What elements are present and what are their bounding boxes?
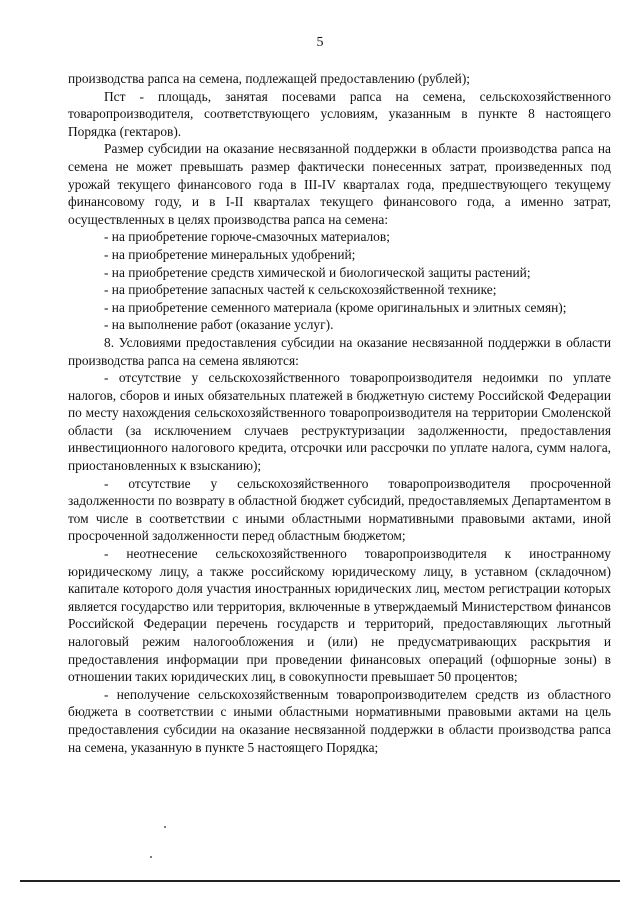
condition-not-foreign-entity: - неотнесение сельскохозяйственного товаропроизводителя к иностранному юридическому лицу, а также российскому юридическому лицу, в уставном (складочном) капитале которого доля участия иностранных юридических лиц, местом регистрации которых является государство или территория, включенные в утверждаемый Министерством финансов Российской Федерации перечень государств и территорий, предоставляющих льготный налоговый режим налогообложения и (или) не предусматривающих раскрытия и предоставления информации при проведении финансовых операций (офшорные зоны) в отношении таких юридических лиц, в совокупности превышает 50 процентов; xyxy=(68,546,611,685)
condition-no-other-funds: - неполучение сельскохозяйственным товаропроизводителем средств из областного бюджета в соответствии с иными областными нормативными правовыми актами на цель предоставления субсидии на оказание несвязанной поддержки в области производства рапса на семена, указанную в пункте 5 настоящего Порядка; xyxy=(68,686,611,755)
paragraph-area-definition: Пст - площадь, занятая посевами рапса на семена, сельскохозяйственного товаропроизводителя, соответствующего условиям, указанным в пункте 8 настоящего Порядка (гектаров). xyxy=(68,88,611,139)
condition-no-tax-arrears: - отсутствие у сельскохозяйственного товаропроизводителя недоимки по уплате налогов, сборов и иных обязательных платежей в бюджетную систему Российской Федерации по месту нахождения сельскохозяйственного товаропроизводителя на территории Смоленской области (за исключением случаев реструктуризации задолженности, предоставления инвестиционного налогового кредита, отсрочки или рассрочки по уплате налога, сумм налога, приостановленных к взысканию); xyxy=(68,370,611,474)
list-item-fertilizers: - на приобретение минеральных удобрений; xyxy=(104,246,356,262)
paragraph-continuation: производства рапса на семена, подлежащей предоставлению (рублей); xyxy=(68,71,471,86)
document-body xyxy=(68,70,611,756)
list-item-seed-material: - на приобретение семенного материала (кроме оригинальных и элитных семян); xyxy=(104,299,567,315)
list-item-spare-parts: - на приобретение запасных частей к сельскохозяйственной технике; xyxy=(104,282,497,298)
page-number: 5 xyxy=(316,35,324,50)
list-item-works-services: - на выполнение работ (оказание услуг). xyxy=(104,317,334,333)
list-item-plant-protection: - на приобретение средств химической и биологической защиты растений; xyxy=(104,264,531,280)
paragraph-subsidy-limit: Размер субсидии на оказание несвязанной поддержки в области производства рапса на семена не может превышать размер фактически понесенных затрат, произведенных под урожай текущего финансового года в III-IV кварталах года, предшествующего текущему финансовому году, и в I-II кварталах текущего финансового года, а именно затрат, осуществленных в целях производства рапса на семена: xyxy=(68,141,611,227)
scan-speck xyxy=(164,826,166,828)
paragraph-section-8: 8. Условиями предоставления субсидии на оказание несвязанной поддержки в области производства рапса на семена являются: xyxy=(68,334,611,368)
scan-speck xyxy=(150,856,152,858)
list-item-fuel: - на приобретение горюче-смазочных материалов; xyxy=(104,229,390,245)
scan-bottom-edge xyxy=(20,880,620,882)
condition-no-overdue-debt: - отсутствие у сельскохозяйственного товаропроизводителя просроченной задолженности по возврату в областной бюджет субсидий, предоставляемых Департаментом в том числе в соответствии с иными областными нормативными правовыми актами, иной просроченной задолженности перед областным бюджетом; xyxy=(68,475,611,544)
